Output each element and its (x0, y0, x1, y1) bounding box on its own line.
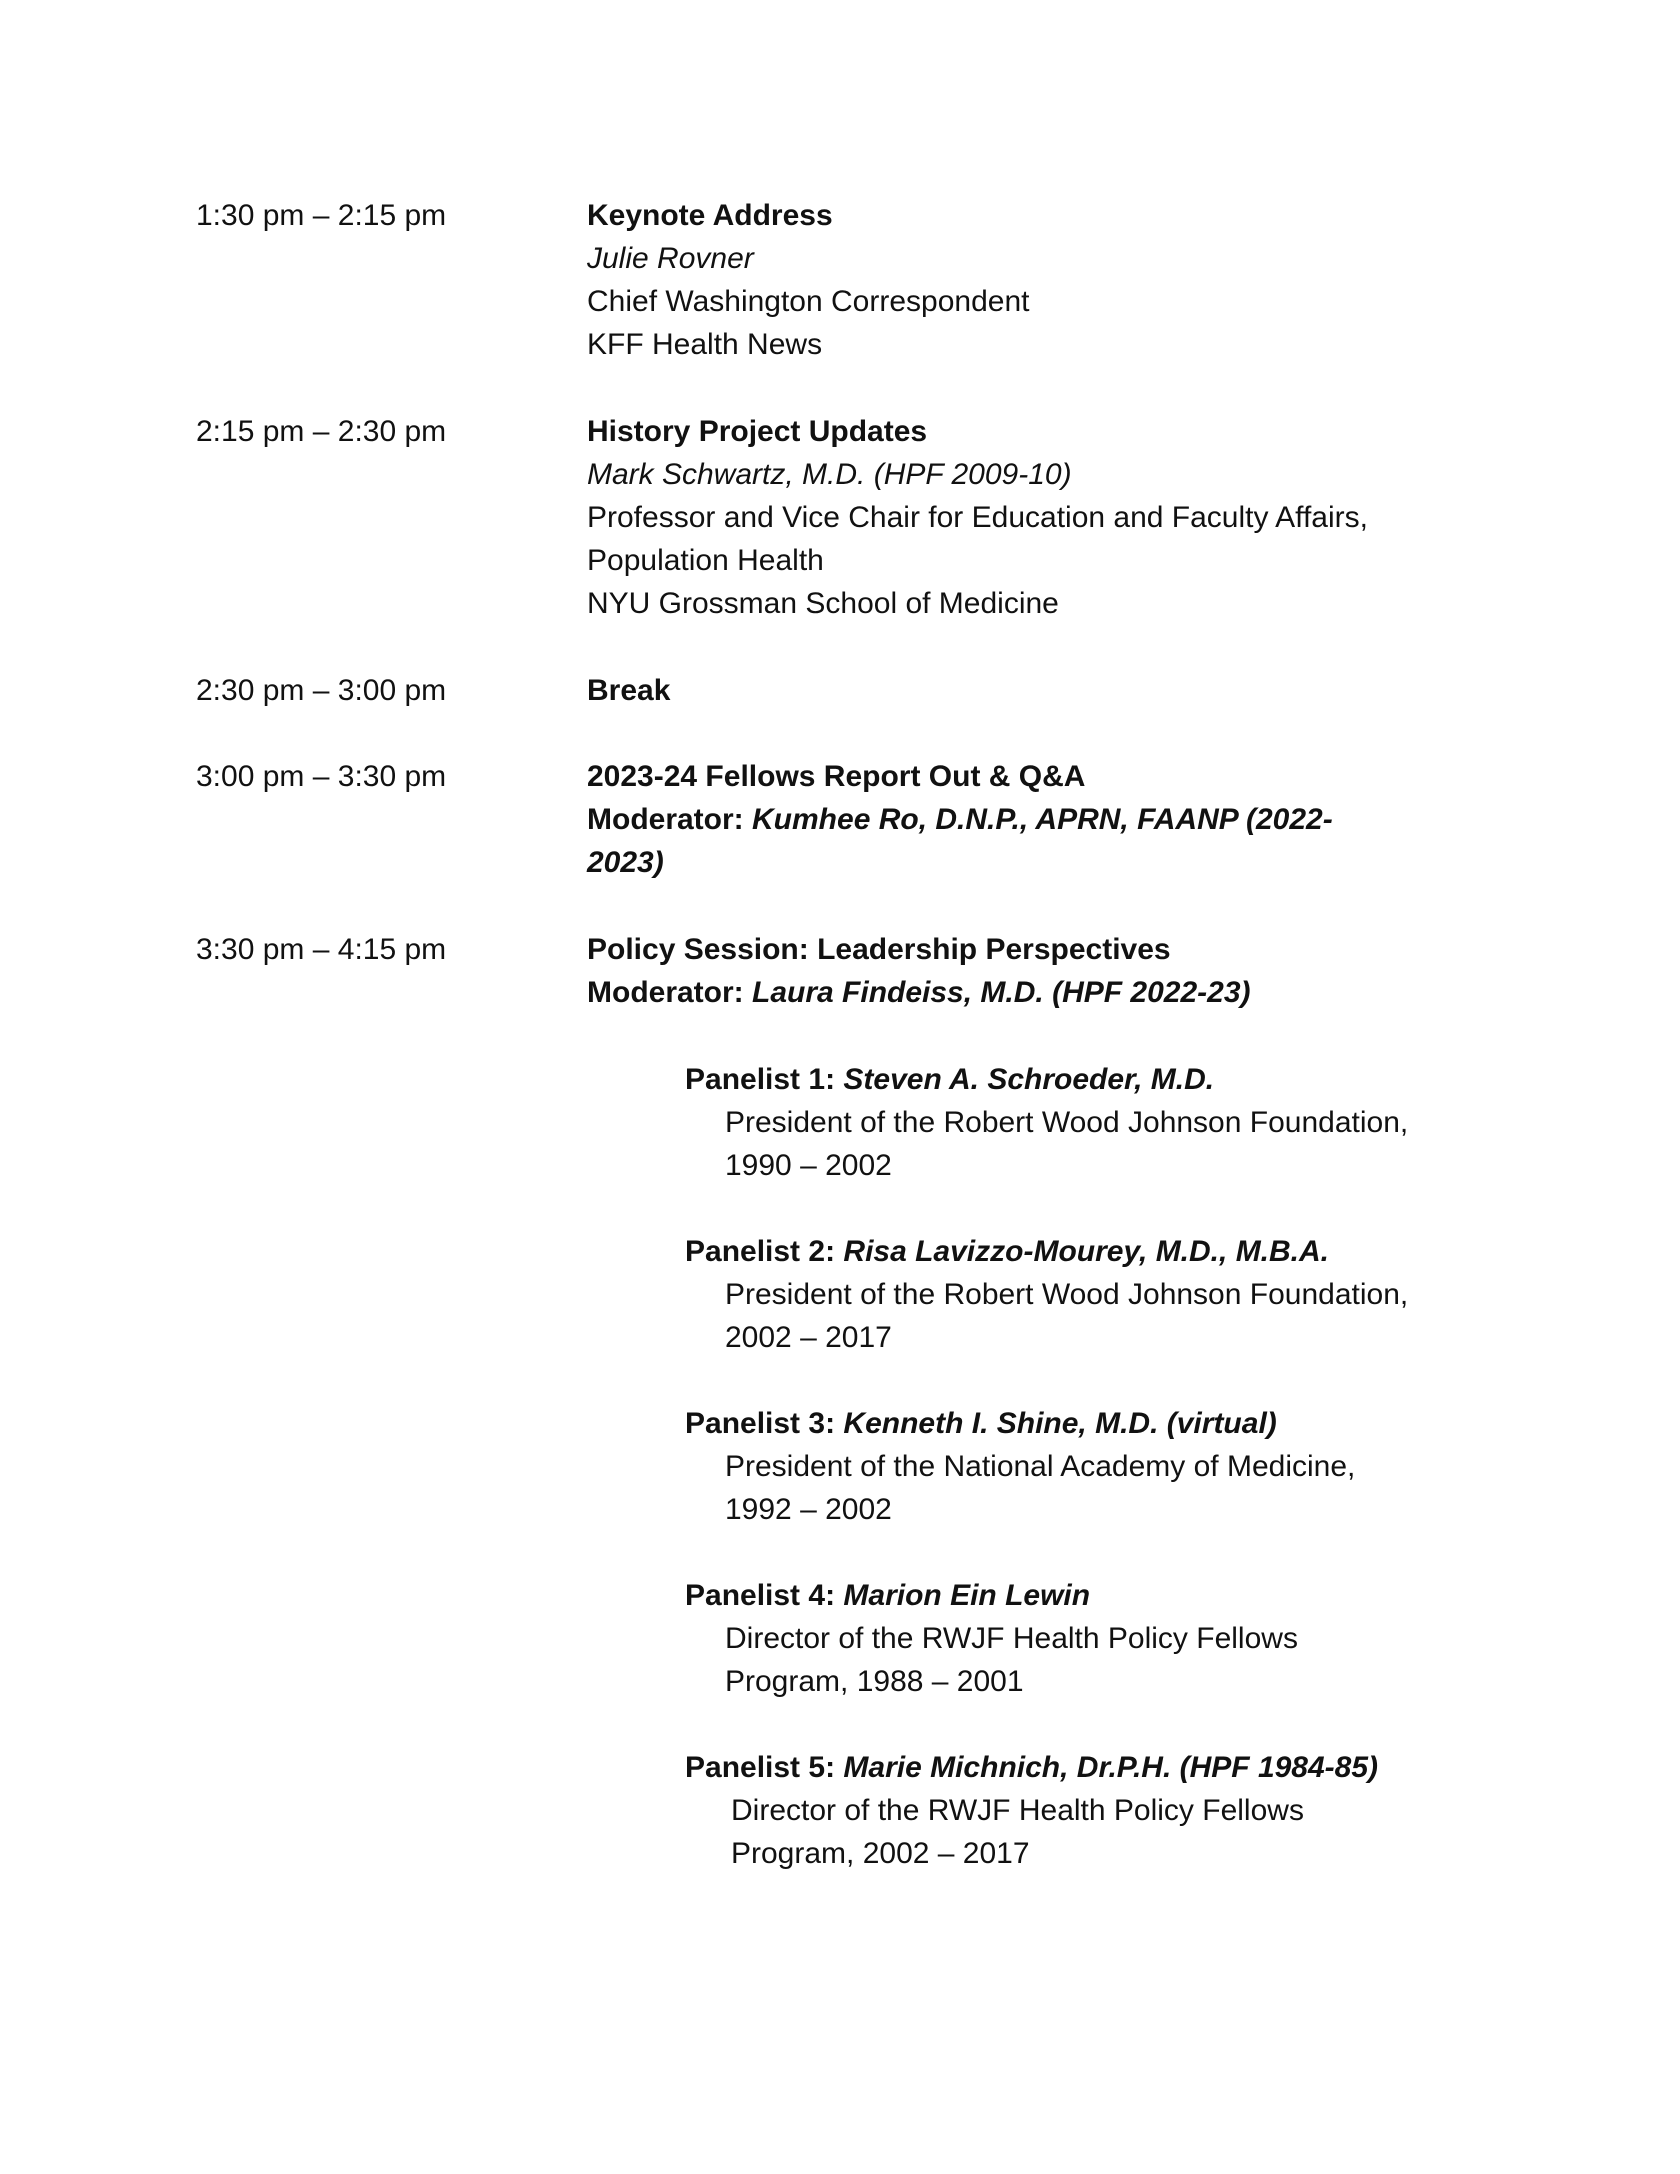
moderator-label: Moderator: (587, 803, 744, 836)
session-speaker: Mark Schwartz, M.D. (HPF 2009-10) (587, 458, 1072, 491)
panelist-description: 1992 – 2002 (725, 1493, 892, 1526)
panelist-1 (685, 1058, 1585, 1187)
session-time: 3:00 pm – 3:30 pm (196, 760, 447, 793)
session-content (587, 194, 1487, 366)
session-title: Keynote Address (587, 199, 833, 232)
panelist-label: Panelist 4: (685, 1579, 836, 1612)
panelist-description: Program, 2002 – 2017 (731, 1837, 1030, 1870)
panelist-description: President of the Robert Wood Johnson Foundation, (725, 1278, 1409, 1311)
panelist-heading (685, 1058, 1585, 1101)
panelist-name: Risa Lavizzo-Mourey, M.D., M.B.A. (843, 1235, 1330, 1268)
panelist-name: Marie Michnich, Dr.P.H. (HPF 1984-85) (843, 1751, 1379, 1784)
panelist-description: President of the Robert Wood Johnson Foundation, (725, 1106, 1409, 1139)
session-content (587, 410, 1487, 625)
session-time: 2:15 pm – 2:30 pm (196, 415, 447, 448)
panelist-4 (685, 1574, 1585, 1703)
moderator-name: Laura Findeiss, M.D. (HPF 2022-23) (752, 976, 1251, 1009)
session-speaker: Julie Rovner (587, 242, 754, 275)
panelist-description: 2002 – 2017 (725, 1321, 892, 1354)
panelist-2 (685, 1230, 1585, 1359)
session-content (587, 669, 1487, 712)
panelist-heading (685, 1230, 1585, 1273)
panelist-name: Kenneth I. Shine, M.D. (virtual) (843, 1407, 1277, 1440)
panelist-description: Director of the RWJF Health Policy Fellows (725, 1622, 1298, 1655)
panelist-name: Steven A. Schroeder, M.D. (843, 1063, 1215, 1096)
speaker-detail: Population Health (587, 544, 824, 577)
session-content (587, 928, 1487, 1014)
session-title: Policy Session: Leadership Perspectives (587, 933, 1171, 966)
session-moderator (587, 971, 1487, 1014)
session-moderator (587, 798, 1487, 841)
panelist-label: Panelist 2: (685, 1235, 836, 1268)
session-content (587, 755, 1487, 884)
panelist-label: Panelist 1: (685, 1063, 836, 1096)
session-time: 3:30 pm – 4:15 pm (196, 933, 447, 966)
speaker-detail: KFF Health News (587, 328, 823, 361)
panelist-description: Program, 1988 – 2001 (725, 1665, 1024, 1698)
session-title: 2023-24 Fellows Report Out & Q&A (587, 760, 1086, 793)
session-title: History Project Updates (587, 415, 928, 448)
panelist-description: 1990 – 2002 (725, 1149, 892, 1182)
moderator-label: Moderator: (587, 976, 744, 1009)
panelist-label: Panelist 3: (685, 1407, 836, 1440)
panelist-description: President of the National Academy of Medicine, (725, 1450, 1356, 1483)
panelist-heading (685, 1746, 1585, 1789)
panelist-heading (685, 1402, 1585, 1445)
speaker-detail: NYU Grossman School of Medicine (587, 587, 1059, 620)
panelist-3 (685, 1402, 1585, 1531)
panelist-label: Panelist 5: (685, 1751, 836, 1784)
moderator-name: Kumhee Ro, D.N.P., APRN, FAANP (2022- (752, 803, 1333, 836)
panelist-description: Director of the RWJF Health Policy Fellows (731, 1794, 1304, 1827)
speaker-detail: Professor and Vice Chair for Education and Faculty Affairs, (587, 501, 1368, 534)
panelist-heading (685, 1574, 1585, 1617)
moderator-name-continued: 2023) (587, 846, 664, 879)
session-time: 1:30 pm – 2:15 pm (196, 199, 447, 232)
panelist-name: Marion Ein Lewin (843, 1579, 1091, 1612)
session-title: Break (587, 674, 671, 707)
panelist-5 (685, 1746, 1585, 1875)
session-time: 2:30 pm – 3:00 pm (196, 674, 447, 707)
speaker-detail: Chief Washington Correspondent (587, 285, 1030, 318)
